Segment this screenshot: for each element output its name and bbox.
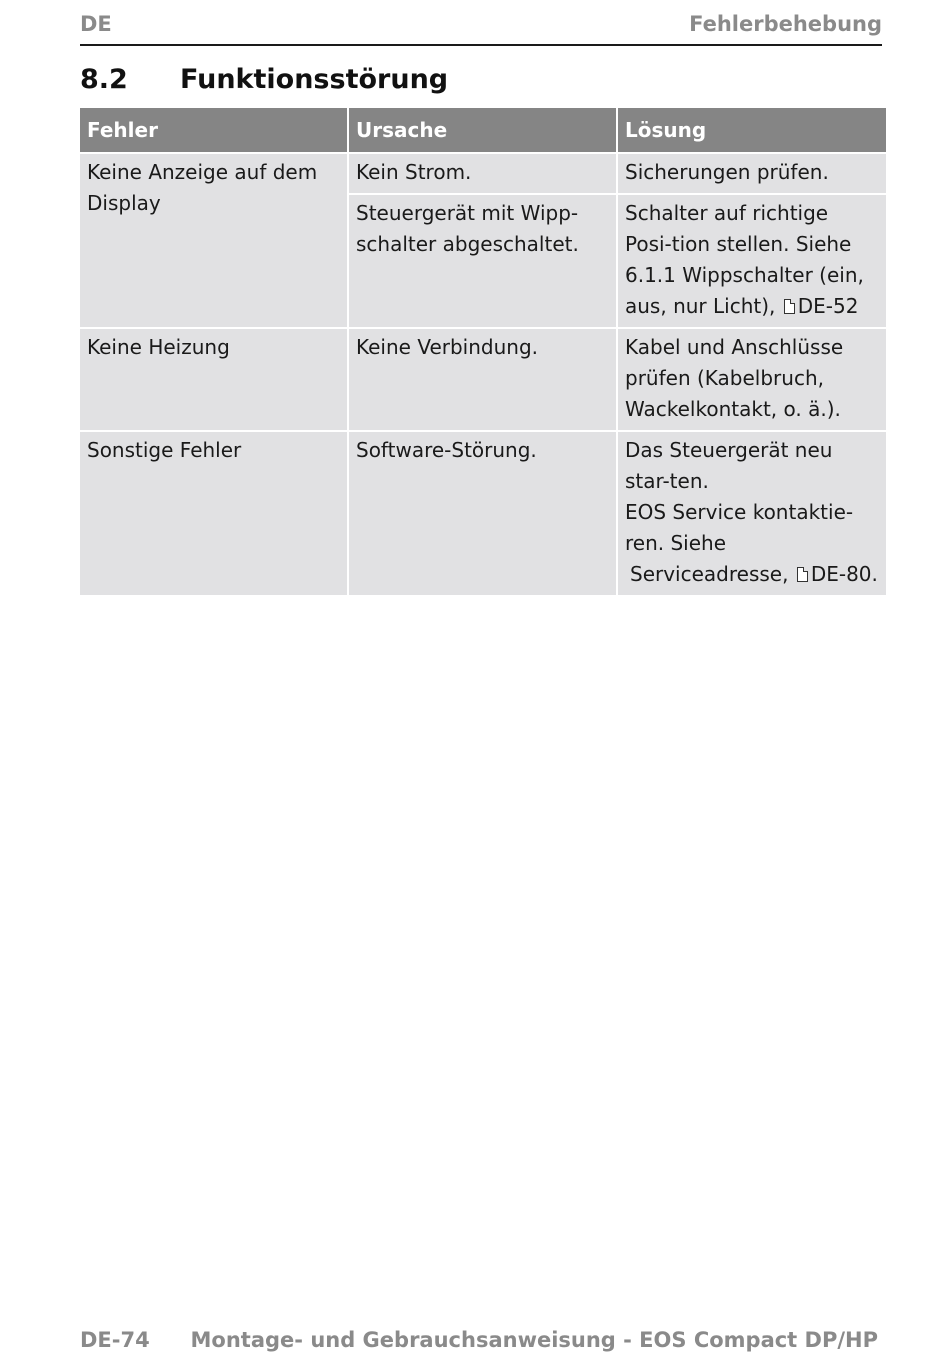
table-header-row	[80, 108, 886, 152]
table-row	[80, 154, 886, 193]
loesung-text-2: EOS Service kontaktie-ren. Siehe	[625, 500, 854, 555]
page-reference[interactable]: DE-52	[797, 294, 859, 318]
header-section: Fehlerbehebung	[689, 12, 882, 36]
table-row	[80, 432, 886, 595]
fehler-cell: Sonstige Fehler	[80, 432, 347, 595]
loesung-cell	[618, 195, 886, 327]
page-header	[80, 10, 882, 46]
header-language: DE	[80, 12, 112, 36]
loesung-text: Das Steuergerät neu star-ten.	[625, 438, 833, 493]
column-header-ursache: Ursache	[349, 108, 616, 152]
ursache-cell: Software-Störung.	[349, 432, 616, 595]
page-reference-icon	[784, 299, 795, 314]
ursache-cell: Keine Verbindung.	[349, 329, 616, 430]
fehler-cell: Keine Anzeige auf dem Display	[80, 154, 347, 327]
ursache-cell: Kein Strom.	[349, 154, 616, 193]
fault-table	[78, 106, 888, 597]
table-row	[80, 329, 886, 430]
loesung-cell	[618, 432, 886, 595]
section-title: Funktionsstörung	[180, 64, 449, 95]
loesung-text-3: Serviceadresse,	[630, 562, 789, 586]
loesung-cell: Kabel und Anschlüsse prüfen (Kabelbruch, Wackelkontakt, o. ä.).	[618, 329, 886, 430]
page-reference[interactable]: DE-80.	[810, 562, 878, 586]
fehler-cell: Keine Heizung	[80, 329, 347, 430]
footer-document-title: Montage- und Gebrauchsanweisung - EOS Compact DP/HP	[190, 1328, 878, 1352]
section-number: 8.2	[80, 64, 128, 95]
page-reference-icon	[797, 567, 808, 582]
ursache-cell: Steuergerät mit Wipp-schalter abgeschaltet.	[349, 195, 616, 327]
loesung-cell: Sicherungen prüfen.	[618, 154, 886, 193]
column-header-fehler: Fehler	[80, 108, 347, 152]
section-heading	[80, 64, 882, 100]
loesung-line-3	[625, 559, 879, 590]
loesung-text: Schalter auf richtige Posi-tion stellen. Siehe 6.1.1 Wippschalter (ein, aus, nur Licht),	[625, 201, 864, 318]
footer-page-number: DE-74	[80, 1328, 150, 1352]
column-header-loesung: Lösung	[618, 108, 886, 152]
